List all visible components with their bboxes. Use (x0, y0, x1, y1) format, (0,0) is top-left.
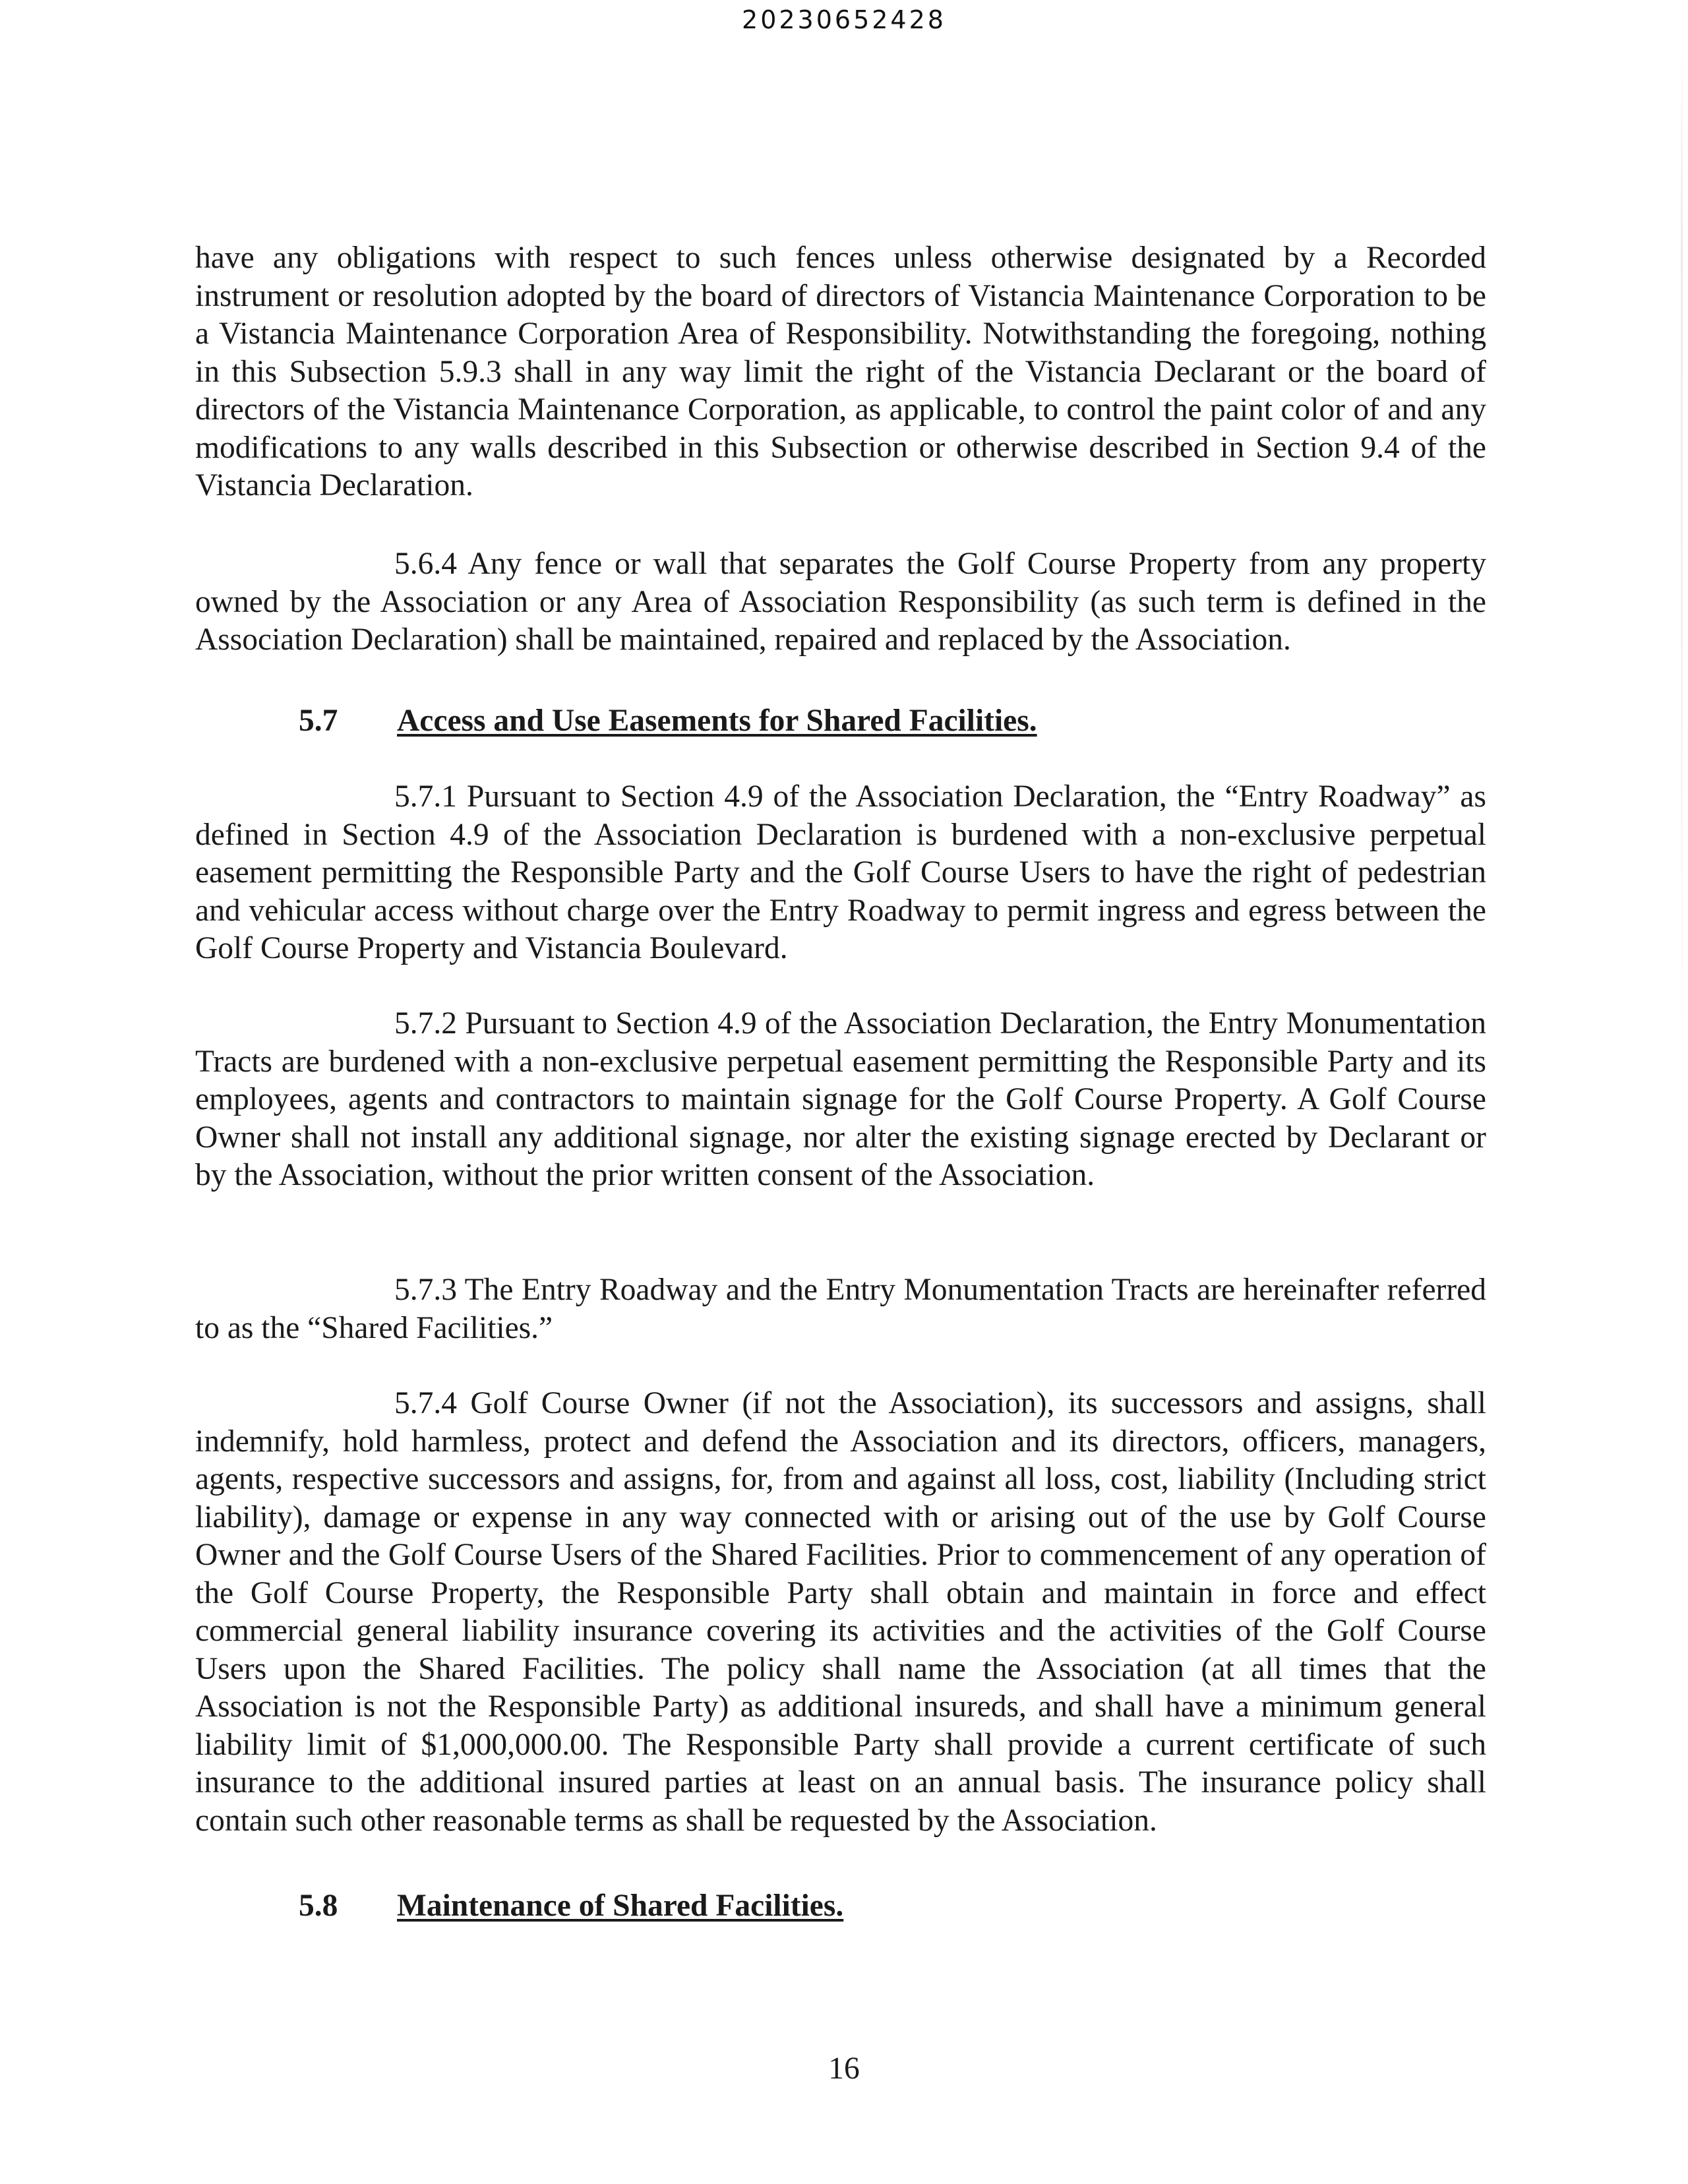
scan-edge-artifact (1681, 40, 1683, 1095)
section-5-7-title: Access and Use Easements for Shared Facilities. (397, 704, 1037, 738)
section-5-8-title: Maintenance of Shared Facilities. (397, 1889, 844, 1923)
section-5-7-number: 5.7 (299, 704, 338, 738)
paragraph-5-7-1: 5.7.1 Pursuant to Section 4.9 of the Association Declaration, the “Entry Roadway” as defined in Section 4.9 of the Association Declaration is burdened with a non-exclusive perpetual easement permitting the Responsible Party and the Golf Course Users to have the right of pedestrian and vehicular access without charge over the Entry Roadway to permit ingress and egress between the Golf Course Property and Vistancia Boulevard. (195, 779, 1486, 965)
section-5-8-number: 5.8 (299, 1889, 338, 1923)
paragraph-5-7-4: 5.7.4 Golf Course Owner (if not the Association), its successors and assigns, shall indemnify, hold harmless, protect and defend the Association and its directors, officers, managers, agents, respective successors and assigns, for, from and against all loss, cost, liability (Including strict liability), damage or expense in any way connected with or arising out of the use by Golf Course Owner and the Golf Course Users of the Shared Facilities. Prior to commencement of any operation of the Golf Course Property, the Responsible Party shall obtain and maintain in force and effect commercial general liability insurance covering its activities and the activities of the Golf Course Users upon the Shared Facilities. The policy shall name the Association (at all times that the Association is not the Responsible Party) as additional insureds, and shall have a minimum general liability limit of $1,000,000.00. The Responsible Party shall provide a current certificate of such insurance to the additional insured parties at least on an annual basis. The insurance policy shall contain such other reasonable terms as shall be requested by the Association. (195, 1386, 1486, 1838)
paragraph-5-7-2: 5.7.2 Pursuant to Section 4.9 of the Association Declaration, the Entry Monumentation Tracts are burdened with a non-exclusive perpetual easement permitting the Responsible Party and its employees, agents and contractors to maintain signage for the Golf Course Property. A Golf Course Owner shall not install any additional signage, nor alter the existing signage erected by Declarant or by the Association, without the prior written consent of the Association. (195, 1006, 1486, 1192)
section-5-8-heading (299, 1887, 843, 1926)
page-number: 16 (828, 2051, 860, 2086)
recording-number: 20230652428 (742, 5, 946, 34)
section-5-7-heading (299, 702, 1037, 741)
paragraph-5-6-4: 5.6.4 Any fence or wall that separates the Golf Course Property from any property owned by the Association or any Area of Association Responsibility (as such term is defined in the Association Declaration) shall be maintained, repaired and replaced by the Association. (195, 547, 1486, 657)
paragraph-5-6-3-continued: have any obligations with respect to such fences unless otherwise designated by a Recorded instrument or resolution adopted by the board of directors of Vistancia Maintenance Corporation to be a Vistancia Maintenance Corporation Area of Responsibility. Notwithstanding the foregoing, nothing in this Subsection 5.9.3 shall in any way limit the right of the Vistancia Declarant or the board of directors of the Vistancia Maintenance Corporation, as applicable, to control the paint color of and any modifications to any walls described in this Subsection or otherwise described in Section 9.4 of the Vistancia Declaration. (195, 241, 1486, 502)
paragraph-5-7-3: 5.7.3 The Entry Roadway and the Entry Monumentation Tracts are hereinafter referred to as the “Shared Facilities.” (195, 1273, 1486, 1345)
